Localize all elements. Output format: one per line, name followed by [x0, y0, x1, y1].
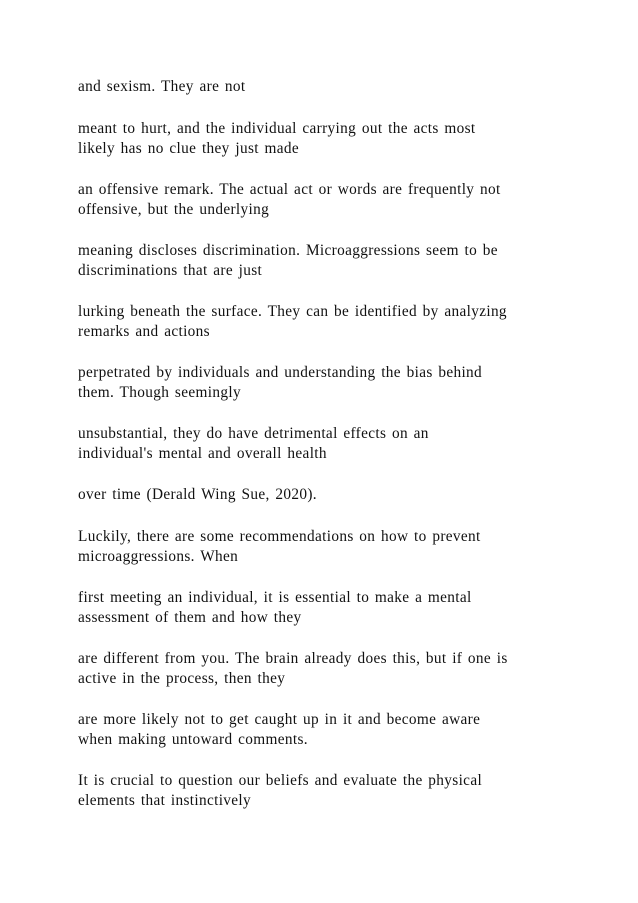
- text-line: active in the process, then they: [78, 670, 286, 687]
- text-line: assessment of them and how they: [78, 609, 302, 626]
- text-line: when making untoward comments.: [78, 731, 308, 748]
- text-line: meaning discloses discrimination. Microaggressions seem to be: [78, 242, 498, 259]
- paragraph-6: [78, 363, 578, 403]
- paragraph-12: [78, 710, 578, 750]
- text-line: microaggressions. When: [78, 548, 239, 565]
- text-line: Luckily, there are some recommendations on how to prevent: [78, 528, 481, 545]
- paragraph-3: [78, 180, 578, 220]
- text-line: individual's mental and overall health: [78, 445, 327, 462]
- text-line: are more likely not to get caught up in it and become aware: [78, 711, 481, 728]
- paragraph-7: [78, 424, 578, 464]
- paragraph-13: [78, 771, 578, 811]
- paragraph-8: [78, 485, 578, 505]
- text-line: meant to hurt, and the individual carrying out the acts most: [78, 120, 476, 137]
- text-line: unsubstantial, they do have detrimental effects on an: [78, 425, 429, 442]
- text-line: discriminations that are just: [78, 262, 263, 279]
- paragraph-5: [78, 302, 578, 342]
- paragraph-2: [78, 119, 578, 159]
- text-line: offensive, but the underlying: [78, 201, 270, 218]
- text-line: likely has no clue they just made: [78, 140, 300, 157]
- paragraph-4: [78, 241, 578, 281]
- text-line: first meeting an individual, it is essential to make a mental: [78, 589, 472, 606]
- text-line: over time (Derald Wing Sue, 2020).: [78, 486, 317, 503]
- paragraph-9: [78, 527, 578, 567]
- text-line: It is crucial to question our beliefs and evaluate the physical: [78, 772, 483, 789]
- text-line: them. Though seemingly: [78, 384, 241, 401]
- text-line: perpetrated by individuals and understanding the bias behind: [78, 364, 483, 381]
- text-line: elements that instinctively: [78, 792, 252, 809]
- text-line: an offensive remark. The actual act or words are frequently not: [78, 181, 501, 198]
- paragraph-10: [78, 588, 578, 628]
- text-line: remarks and actions: [78, 323, 210, 340]
- paragraph-11: [78, 649, 578, 689]
- text-line: lurking beneath the surface. They can be identified by analyzing: [78, 303, 507, 320]
- text-line: and sexism. They are not: [78, 78, 246, 95]
- text-line: are different from you. The brain already does this, but if one is: [78, 650, 508, 667]
- paragraph-1: [78, 77, 578, 97]
